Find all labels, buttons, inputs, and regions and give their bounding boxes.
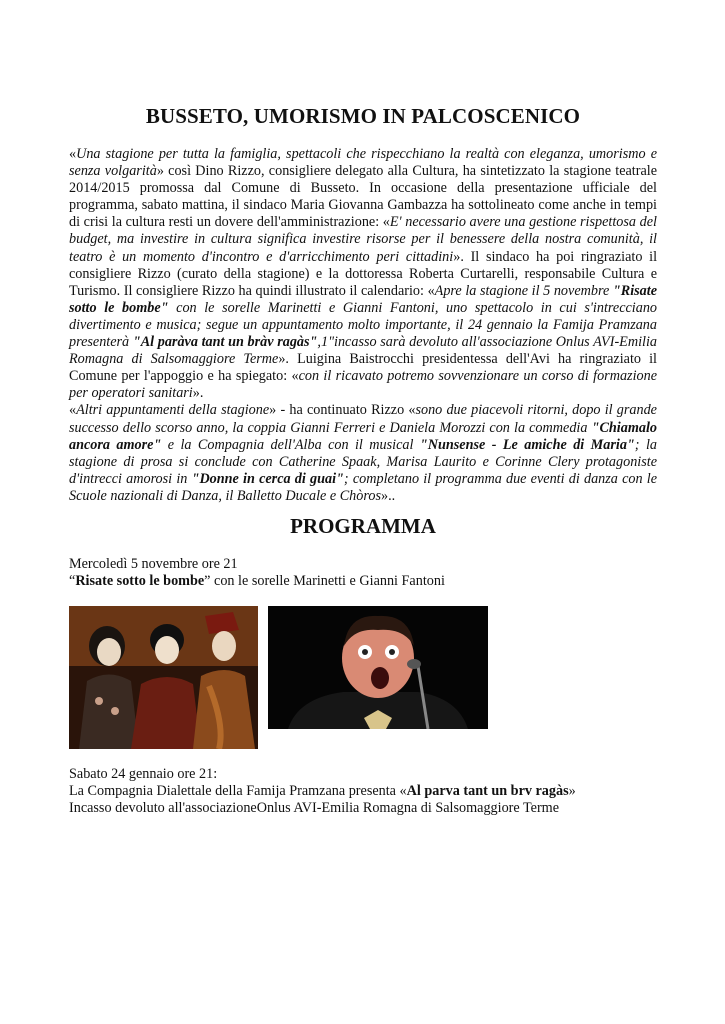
- event-2-date: Sabato 24 gennaio ore 21:: [69, 766, 218, 782]
- quote-italic: ; completano il programma due eventi di danza con le Scuole nazionali di Danza, il Balletto Ducale e Chòros: [69, 470, 657, 504]
- show-title: "Risate sotto le bombe": [69, 282, 657, 316]
- article-body: [69, 146, 657, 505]
- quote-italic: Una stagione per tutta la famiglia, spettacoli che rispecchiano la realtà con eleganza, umorismo e senza volgarità: [69, 146, 657, 180]
- text-run: ». Luigina Baistrocchi presidentessa dell'Avi ha ringraziato il Comune per l'appoggio e ha spiegato: «: [69, 351, 657, 385]
- show-title: "Donne in cerca di guai": [191, 470, 344, 487]
- text-run: «: [69, 146, 77, 162]
- text-run: “: [69, 573, 76, 589]
- event-1-show-title: Risate sotto le bombe: [75, 573, 205, 589]
- text-run: La Compagnia Dialettale della Famija Pramzana presenta «: [69, 783, 407, 799]
- event-2-note: Incasso devoluto all'associazioneOnlus AVI-Emilia Romagna di Salsomaggiore Terme: [69, 800, 560, 816]
- quote-italic: con le sorelle Marinetti e Gianni Fantoni, uno spettacolo in cui s'intrecciano divertimento e musica; segue un appuntamento molto importante, il 24 gennaio la Famija Pramzana presenterà: [69, 299, 658, 351]
- article-paragraph-2: [69, 402, 657, 505]
- event-1-date: Mercoledì 5 novembre ore 21: [69, 556, 238, 572]
- event-2-show-title: Al parva tant un brv ragàs: [406, 783, 569, 799]
- article-paragraph-1: [69, 146, 657, 402]
- text-run: ” con le sorelle Marinetti e Gianni Fantoni: [204, 573, 445, 589]
- programma-heading: PROGRAMMA: [290, 514, 436, 538]
- gianni-fantoni-photo: [268, 606, 488, 729]
- quote-italic: ; la stagione di prosa si conclude con Catherine Spaak, Marisa Laurito e Corinne Clery protagoniste d'intrecci amorosi in: [69, 436, 657, 487]
- show-title: "Nunsense - Le amiche di Maria": [419, 436, 635, 453]
- quote-italic: e la Compagnia dell'Alba con il musical: [161, 436, 420, 453]
- text-run: » così Dino Rizzo, consigliere delegato alla Cultura, ha sintetizzato la stagione teatrale 2014/2015 promossa dal Comune di Busseto. In occasione della presentazione ufficiale del programma, sabato mattina, il sindaco Maria Giovanna Gambazza ha sottolineato come anche in tempi di crisi la cultura resti un dovere dell'amministrazione: «: [69, 163, 657, 231]
- quote-italic: E' necessario avere una gestione rispettosa del budget, ma investire in cultura significa investire risorse per il benessere della nostra comunità, il teatro è un momento d'incontro e d'arricchimento peri cittadini: [69, 214, 657, 265]
- show-title: "Al paràva tant un bràv ragàs": [132, 334, 318, 351]
- event-2: [69, 766, 669, 817]
- show-title: "Chiamalo ancora amore": [69, 419, 657, 453]
- event-1-description: [69, 573, 669, 590]
- quote-italic: sono due piacevoli ritorni, dopo il grande successo dello scorso anno, la coppia Gianni Ferreri e Daniela Morozzi con la commedia: [69, 402, 657, 436]
- text-run: »: [568, 783, 576, 799]
- event-1: [69, 556, 669, 590]
- text-run: »..: [380, 487, 396, 504]
- text-run: «: [69, 402, 77, 419]
- marinetti-sisters-photo: [69, 606, 258, 749]
- quote-italic: Apre la stagione il 5 novembre: [434, 282, 613, 299]
- quote-italic: ,1"incasso sarà devoluto all'associazione Onlus AVI-Emilia Romagna di Salsomaggiore Terme: [69, 334, 657, 368]
- quote-italic: con il ricavato potremo sovvenzionare un corso di formazione per operatori sanitari: [69, 368, 657, 402]
- event-2-description: [69, 783, 669, 800]
- quote-italic: Altri appuntamenti della stagione: [76, 402, 270, 419]
- text-run: ». Il sindaco ha poi ringraziato il consigliere Rizzo (curato della stagione) e la dottoressa Roberta Curtarelli, responsabile Cultura e Turismo. Il consigliere Rizzo ha quindi illustrato il calendario: «: [69, 248, 658, 299]
- text-run: ».: [192, 385, 204, 402]
- text-run: » - ha continuato Rizzo «: [269, 402, 416, 419]
- article-title: BUSSETO, UMORISMO IN PALCOSCENICO: [145, 104, 581, 128]
